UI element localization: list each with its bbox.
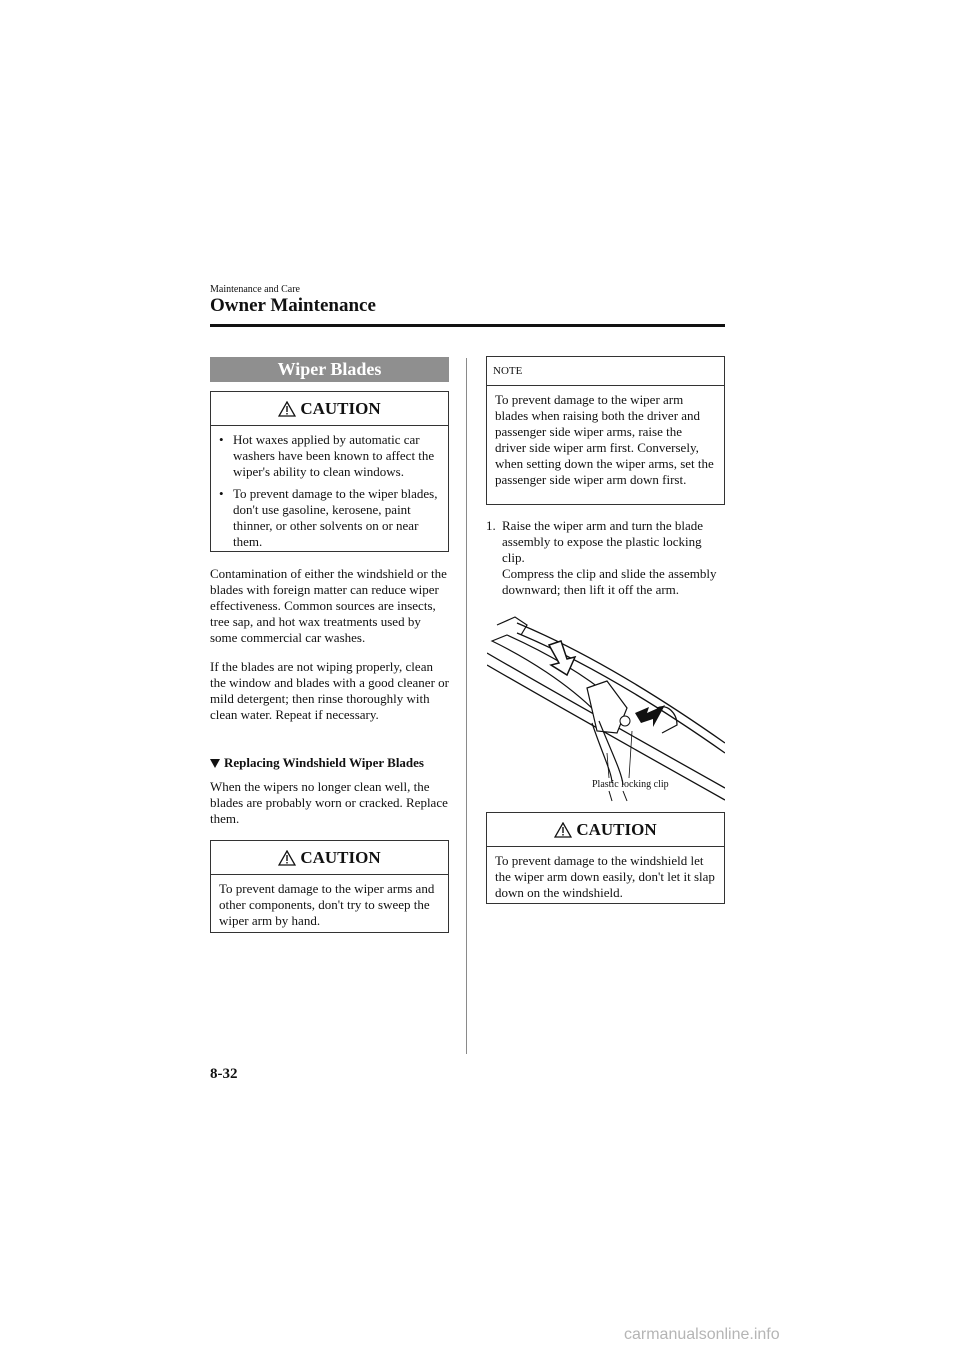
caution-header bbox=[211, 841, 448, 875]
caution-item bbox=[219, 432, 440, 480]
column-divider bbox=[466, 358, 467, 1054]
subheading bbox=[210, 755, 424, 771]
note-text: To prevent damage to the wiper arm blades when raising both the driver and passenger side wiper arms, raise the driver side wiper arm first. Conversely, when setting down the wiper arms, set the passenger side wiper arm down first. bbox=[495, 392, 714, 487]
section-label: Maintenance and Care bbox=[210, 284, 300, 295]
warning-icon bbox=[278, 850, 296, 866]
figure-caption: Plastic locking clip bbox=[592, 779, 669, 790]
paragraph-cleaning: If the blades are not wiping properly, clean the window and blades with a good cleaner or mild detergent; then rinse thoroughly with clean water. Repeat if necessary. bbox=[210, 659, 449, 722]
caution-item bbox=[219, 486, 440, 550]
caution-title: CAUTION bbox=[576, 819, 657, 839]
paragraph-replace: When the wipers no longer clean well, the blades are probably worn or cracked. Replace them. bbox=[210, 779, 448, 826]
step-text: Raise the wiper arm and turn the blade assembly to expose the plastic locking clip. bbox=[502, 518, 704, 565]
warning-icon bbox=[554, 822, 572, 838]
subheading-text: Replacing Windshield Wiper Blades bbox=[224, 755, 424, 770]
step-1 bbox=[486, 518, 725, 598]
caution-title: CAUTION bbox=[300, 398, 381, 418]
caution-title: CAUTION bbox=[300, 847, 381, 867]
step-text: Compress the clip and slide the assembly downward; then lift it off the arm. bbox=[502, 566, 717, 597]
note-title: NOTE bbox=[487, 357, 724, 386]
caution-text: To prevent damage to the windshield let the wiper arm down easily, don't let it slap down on the windshield. bbox=[495, 853, 715, 900]
step-number: 1. bbox=[486, 518, 496, 533]
note-box bbox=[486, 356, 725, 505]
caution-box-3 bbox=[486, 812, 725, 904]
caution-header bbox=[487, 813, 724, 847]
caution-box-2 bbox=[210, 840, 449, 933]
watermark: carmanualsonline.info bbox=[624, 1326, 780, 1343]
warning-icon bbox=[278, 401, 296, 417]
caution-header bbox=[211, 392, 448, 426]
caution-box-1 bbox=[210, 391, 449, 552]
paragraph-contamination: Contamination of either the windshield or the blades with foreign matter can reduce wiper effectiveness. Common sources are insects, tree sap, and hot wax treatments used by some commercial car washes. bbox=[210, 566, 447, 645]
header-rule bbox=[210, 324, 725, 327]
chapter-title: Owner Maintenance bbox=[210, 295, 376, 316]
bullet-icon: • bbox=[219, 432, 224, 447]
caution-item-text: Hot waxes applied by automatic car washers have been known to affect the wiper's ability to clean windows. bbox=[233, 432, 435, 479]
page-number: 8-32 bbox=[210, 1066, 238, 1082]
caution-item-text: To prevent damage to the wiper blades, don't use gasoline, kerosene, paint thinner, or other solvents on or near them. bbox=[233, 486, 438, 549]
triangle-marker-icon bbox=[210, 759, 220, 768]
bullet-icon: • bbox=[219, 486, 224, 501]
section-banner: Wiper Blades bbox=[210, 357, 449, 382]
caution-text: To prevent damage to the wiper arms and other components, don't try to sweep the wiper arm by hand. bbox=[219, 881, 435, 928]
wiper-illustration bbox=[487, 613, 725, 803]
